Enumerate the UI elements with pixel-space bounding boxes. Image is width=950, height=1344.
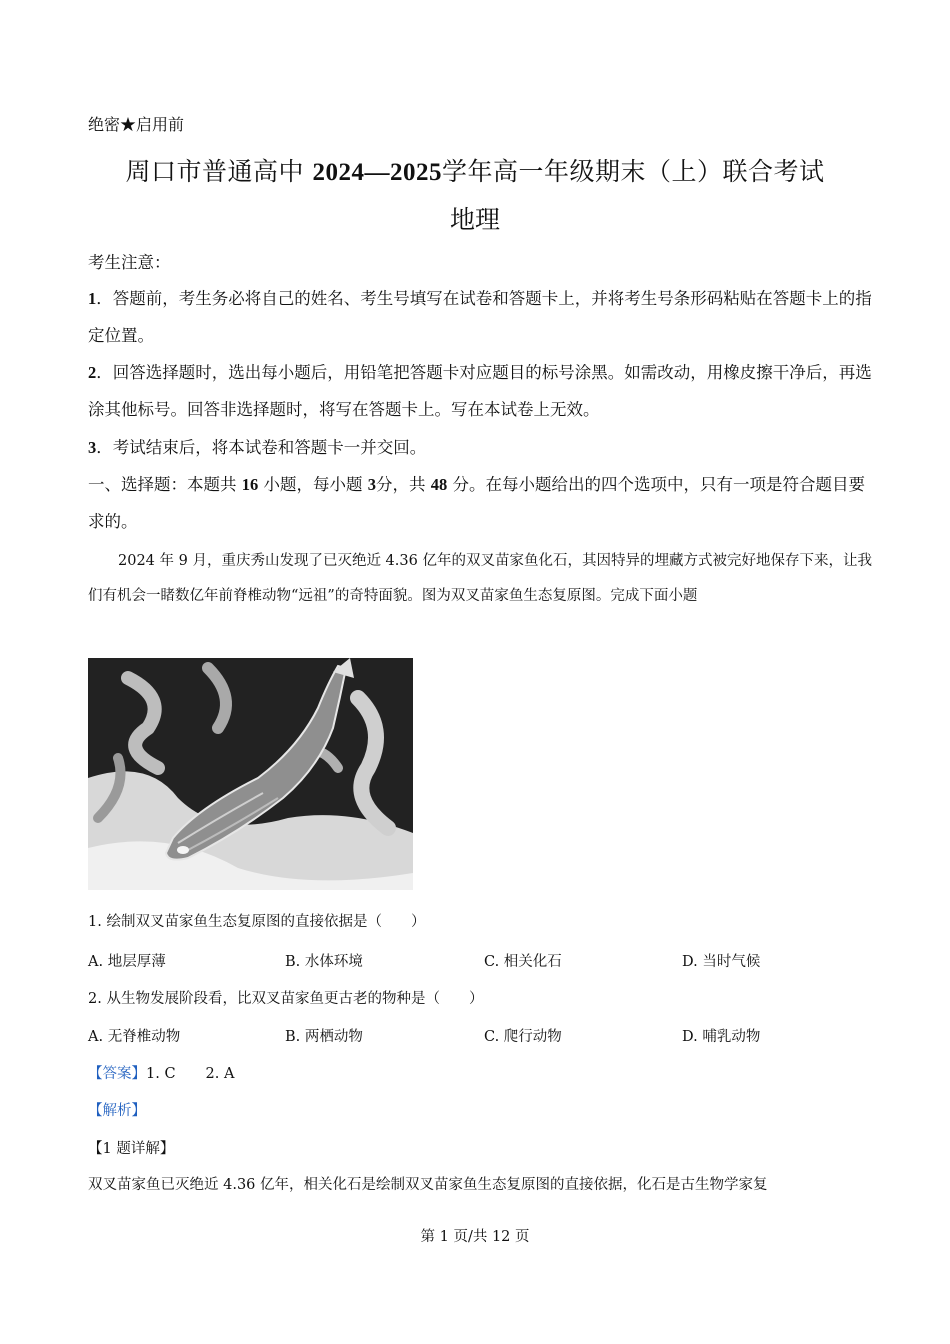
notice-item (88, 429, 878, 466)
sec-text: 分。在每小题给出的四个选项中，只有一项是符合题目要求的。 (88, 475, 865, 531)
answer-line (88, 1062, 234, 1083)
fish-restoration-figure (88, 658, 413, 890)
option-b: B. 水体环境 (285, 954, 363, 970)
analysis-text: 双叉苗家鱼已灭绝近 4.36 亿年，相关化石是绘制双叉苗家鱼生态复原图的直接依据，化石是古生物学家复 (88, 1177, 768, 1193)
section-instruction (88, 466, 878, 540)
notice-item (88, 280, 878, 354)
title-prefix: 周口市普通高中 (125, 157, 305, 186)
material-passage: 2024 年 9 月，重庆秀山发现了已灭绝近 4.36 亿年的双叉苗家鱼化石，其因特异的埋藏方式被完好地保存下来，让我们有机会一睹数亿年前脊椎动物“远祖”的奇特面貌。图为双叉苗家鱼生态复原图。完成下面小题 (88, 553, 872, 604)
subject-title: 地理 (449, 205, 500, 234)
notice-item (88, 354, 878, 428)
notice-num: 3 (88, 438, 97, 457)
title-years: 2024—2025 (312, 159, 442, 186)
detail-tag: 【1 题详解】 (88, 1141, 175, 1157)
sec-count: 16 (241, 475, 259, 494)
option-c: C. 爬行动物 (484, 1029, 562, 1045)
sec-total: 48 (430, 475, 448, 494)
notice-num: 2 (88, 363, 97, 382)
question-stem: 2. 从生物发展阶段看，比双叉苗家鱼更古老的物种是（ ） (88, 991, 484, 1007)
option-a: A. 地层厚薄 (88, 954, 166, 970)
answer-tag: 【答案】 (88, 1066, 146, 1082)
exam-title (0, 152, 950, 188)
option-d: D. 当时气候 (682, 954, 761, 970)
sec-text: 分，共 (376, 475, 426, 494)
question-stem: 1. 绘制双叉苗家鱼生态复原图的直接依据是（ ） (88, 914, 426, 930)
option-c: C. 相关化石 (484, 954, 562, 970)
option-d: D. 哺乳动物 (682, 1029, 761, 1045)
secret-mark: 绝密★启用前 (88, 115, 185, 134)
option-a: A. 无脊椎动物 (88, 1029, 181, 1045)
notice-text: ．答题前，考生务必将自己的姓名、考生号填写在试卷和答题卡上，并将考生号条形码粘贴在答题卡上的指定位置。 (88, 289, 872, 345)
sec-text: 一、选择题：本题共 (88, 475, 237, 494)
title-suffix: 学年高一年级期末（上）联合考试 (441, 157, 825, 186)
answer-1: 1. C (146, 1066, 176, 1082)
notice-text: ．回答选择题时，选出每小题后，用铅笔把答题卡对应题目的标号涂黑。如需改动，用橡皮擦干净后，再选涂其他标号。回答非选择题时，将写在答题卡上。写在本试卷上无效。 (88, 363, 872, 419)
analysis-tag: 【解析】 (88, 1103, 146, 1119)
sec-text: 小题，每小题 (263, 475, 363, 494)
option-b: B. 两栖动物 (285, 1029, 363, 1045)
notice-num: 1 (88, 289, 97, 308)
notice-heading: 考生注意： (88, 253, 171, 272)
page-footer: 第 1 页/共 12 页 (420, 1229, 530, 1245)
notice-text: ．考试结束后，将本试卷和答题卡一并交回。 (96, 438, 427, 457)
sec-score: 3 (367, 475, 376, 494)
answer-2: 2. A (205, 1066, 235, 1082)
fish-illustration (88, 658, 413, 890)
